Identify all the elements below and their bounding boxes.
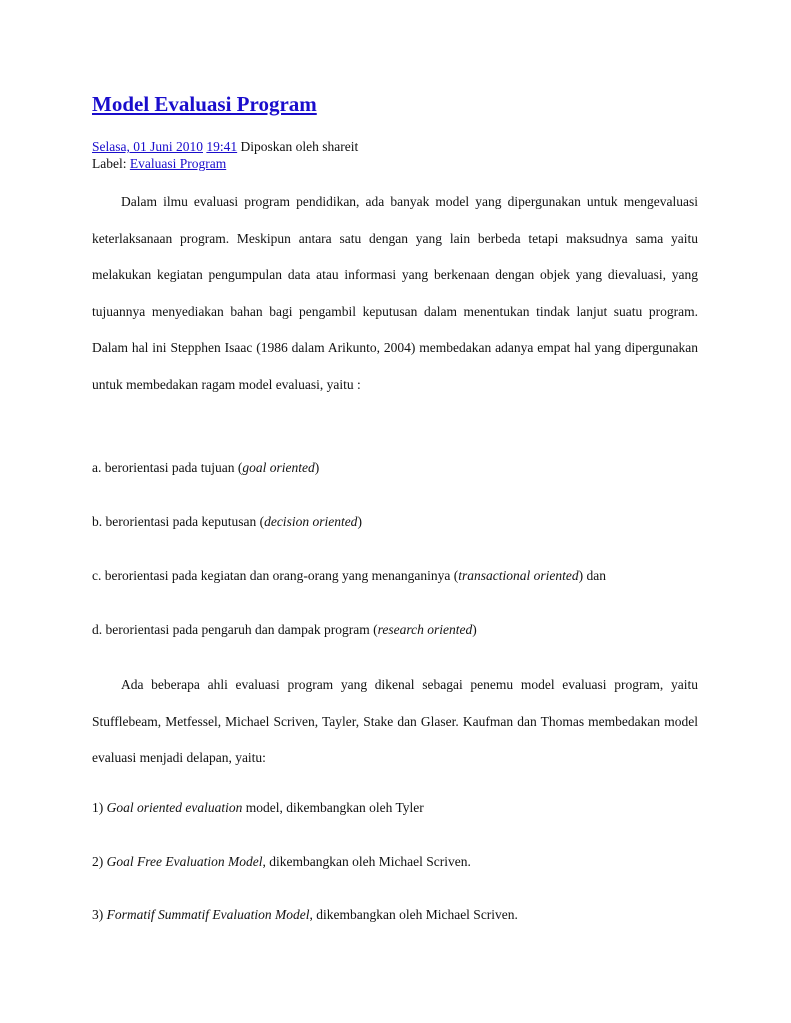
post-time-link[interactable]: 19:41: [206, 139, 238, 154]
model-description: , dikembangkan oleh Michael Scriven.: [309, 907, 518, 922]
experts-paragraph: Ada beberapa ahli evaluasi program yang dikenal sebagai penemu model evaluasi program, yaitu Stufflebeam, Metfessel, Michael Scriven, Tayler, Stake dan Glaser. Kaufman dan Thomas membedakan model evaluasi menjadi delapan, yaitu:: [92, 677, 698, 765]
model-term: Goal oriented evaluation: [106, 800, 243, 815]
model-number: 3): [92, 907, 107, 922]
orientation-suffix: ) dan: [578, 568, 606, 583]
intro-paragraph: Dalam ilmu evaluasi program pendidikan, ada banyak model yang dipergunakan untuk mengevaluasi keterlaksanaan program. Meskipun antara satu dengan yang lain berbeda tetapi maksudnya sama yaitu melakukan kegiatan pengumpulan data atau informasi yang berkenaan dengan objek yang dievaluasi, yang tujuannya menyediakan bahan bagi pengambil keputusan dalam menentukan tindak lanjut suatu program. Dalam hal ini Stepphen Isaac (1986 dalam Arikunto, 2004) membedakan adanya empat hal yang dipergunakan untuk membedakan ragam model evaluasi, yaitu :: [92, 194, 698, 392]
orientation-item: [92, 513, 362, 531]
post-meta: [92, 138, 358, 172]
orientation-item: [92, 459, 319, 477]
orientation-prefix: b. berorientasi pada keputusan (: [92, 514, 265, 529]
model-number: 2): [92, 854, 107, 869]
post-author: Diposkan oleh shareit: [240, 139, 359, 154]
orientation-term: research oriented: [377, 622, 473, 637]
post-label-line: [92, 155, 358, 172]
post-date-link[interactable]: Selasa, 01 Juni 2010: [92, 139, 203, 154]
orientation-suffix: ): [314, 460, 320, 475]
post-title[interactable]: Model Evaluasi Program: [92, 92, 317, 116]
orientation-term: goal oriented: [242, 460, 315, 475]
post-date-line: [92, 138, 358, 155]
model-term: Formatif Summatif Evaluation Model: [106, 907, 310, 922]
orientation-term: transactional oriented: [458, 568, 579, 583]
model-number: 1): [92, 800, 107, 815]
model-term: Goal Free Evaluation Model: [106, 854, 263, 869]
orientation-term: decision oriented: [264, 514, 358, 529]
orientation-prefix: c. berorientasi pada kegiatan dan orang-orang yang menanganinya (: [92, 568, 459, 583]
model-description: model, dikembangkan oleh Tyler: [242, 800, 424, 815]
orientation-suffix: ): [357, 514, 362, 529]
orientation-suffix: ): [472, 622, 477, 637]
orientation-prefix: a. berorientasi pada tujuan (: [92, 460, 243, 475]
orientation-item: [92, 621, 477, 639]
model-item: [92, 853, 471, 871]
model-description: , dikembangkan oleh Michael Scriven.: [262, 854, 471, 869]
label-link[interactable]: Evaluasi Program: [129, 156, 227, 171]
model-item: [92, 906, 518, 924]
model-item: [92, 799, 424, 817]
orientation-prefix: d. berorientasi pada pengaruh dan dampak program (: [92, 622, 378, 637]
label-prefix: Label:: [92, 156, 127, 171]
orientation-item: [92, 567, 606, 585]
